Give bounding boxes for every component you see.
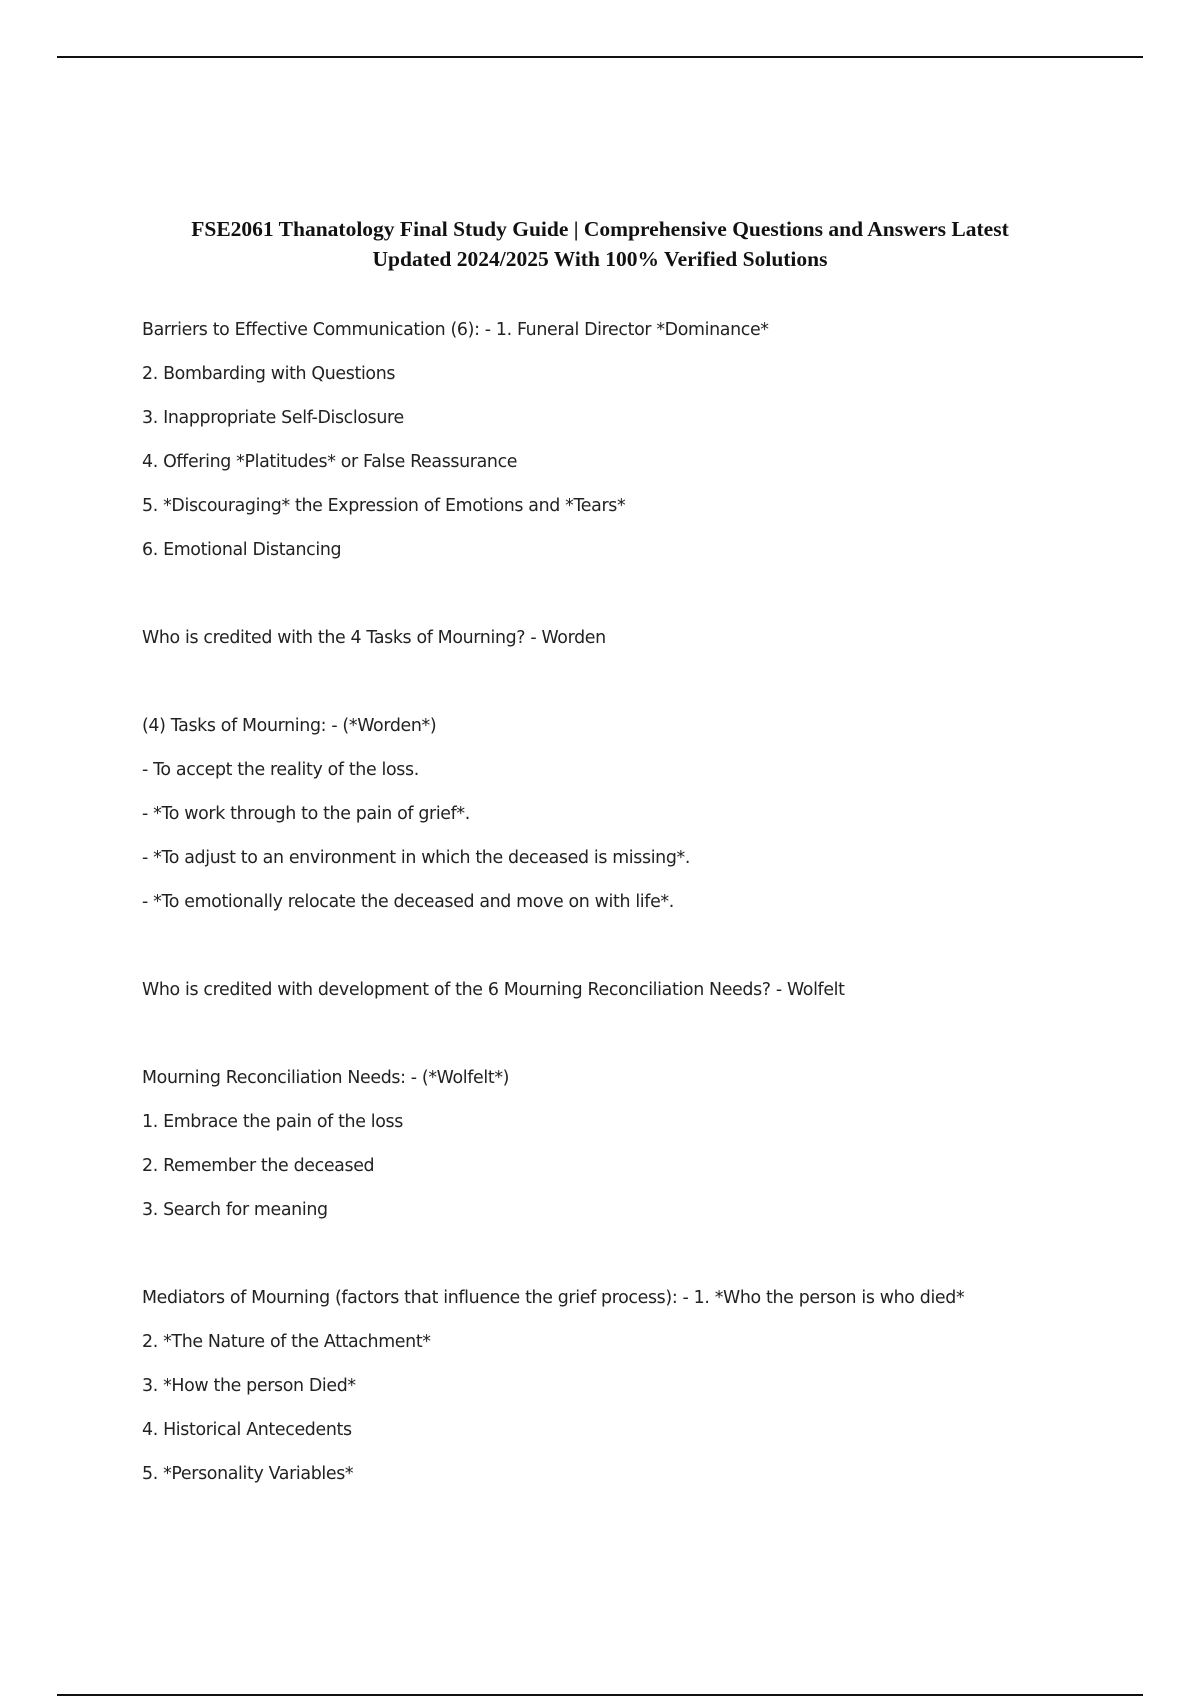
text-line: - To accept the reality of the loss. — [142, 760, 419, 780]
text-line: 2. *The Nature of the Attachment* — [142, 1332, 431, 1352]
text-line: 5. *Personality Variables* — [142, 1464, 354, 1484]
paragraph-gap — [142, 582, 1092, 626]
title-line-2: Updated 2024/2025 With 100% Verified Solutions — [372, 247, 828, 271]
text-line: Who is credited with development of the 6 Mourning Reconciliation Needs? - Wolfelt — [142, 980, 845, 1000]
text-line: 6. Emotional Distancing — [142, 540, 342, 560]
text-line: Who is credited with the 4 Tasks of Mourning? - Worden — [142, 628, 606, 648]
text-line: 2. Remember the deceased — [142, 1156, 375, 1176]
text-line: 3. *How the person Died* — [142, 1376, 356, 1396]
text-line: - *To work through to the pain of grief*. — [142, 804, 470, 824]
text-line: Barriers to Effective Communication (6): - 1. Funeral Director *Dominance* — [142, 320, 769, 340]
text-line: 2. Bombarding with Questions — [142, 364, 396, 384]
title-line-1: FSE2061 Thanatology Final Study Guide | Comprehensive Questions and Answers Latest — [191, 217, 1009, 241]
text-line: Mediators of Mourning (factors that influence the grief process): - 1. *Who the person is who died* — [142, 1288, 965, 1308]
document-title — [130, 214, 1070, 274]
document-body — [142, 318, 1092, 1506]
text-line: (4) Tasks of Mourning: - (*Worden*) — [142, 716, 437, 736]
paragraph-gap — [142, 934, 1092, 978]
footer-rule — [57, 1694, 1143, 1696]
text-line: 3. Search for meaning — [142, 1200, 328, 1220]
paragraph-gap — [142, 1242, 1092, 1286]
text-line: - *To adjust to an environment in which the deceased is missing*. — [142, 848, 691, 868]
text-line: Mourning Reconciliation Needs: - (*Wolfelt*) — [142, 1068, 510, 1088]
header-rule — [57, 56, 1143, 58]
paragraph-gap — [142, 670, 1092, 714]
paragraph-gap — [142, 1022, 1092, 1066]
text-line: - *To emotionally relocate the deceased and move on with life*. — [142, 892, 674, 912]
text-line: 5. *Discouraging* the Expression of Emotions and *Tears* — [142, 496, 626, 516]
text-line: 3. Inappropriate Self-Disclosure — [142, 408, 404, 428]
text-line: 1. Embrace the pain of the loss — [142, 1112, 403, 1132]
text-line: 4. Offering *Platitudes* or False Reassurance — [142, 452, 518, 472]
text-line: 4. Historical Antecedents — [142, 1420, 352, 1440]
